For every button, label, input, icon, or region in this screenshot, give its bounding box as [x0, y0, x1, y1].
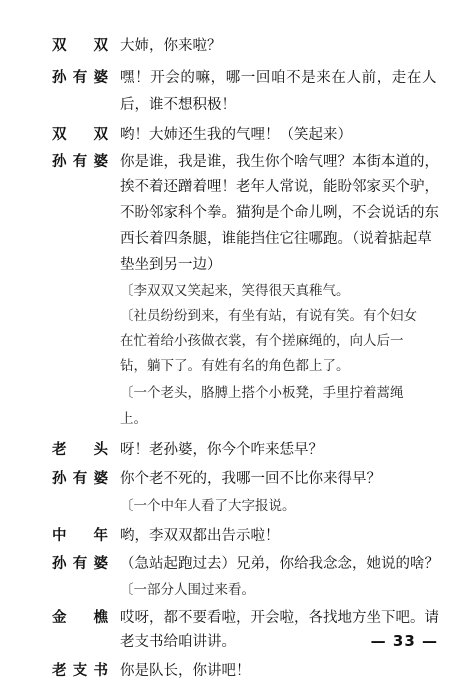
dialogue-line-13 — [0, 554, 473, 574]
dialogue-line-10 — [0, 440, 473, 460]
dialogue-text: 不盼邻家科个拳。猫狗是个命儿咧，不会说话的东 — [120, 205, 439, 221]
dialogue-text: 挨不着还蹭着哩！老年人常说，能盼邻家买个驴， — [120, 179, 439, 195]
stage-direction-1 — [0, 281, 473, 301]
dialogue-line-12 — [0, 526, 473, 546]
dialogue-text: 哎呀，都不要看啦，开会啦，各找地方坐下吧。请 — [120, 610, 439, 626]
speaker-label: 中 年 — [52, 527, 108, 544]
page-number: — 33 — — [370, 632, 438, 650]
stage-direction-text: 上。 — [120, 411, 147, 427]
speaker-label: 双 双 — [52, 37, 108, 54]
dialogue-text: 呀！老孙婆，你今个咋来恁早？ — [120, 442, 323, 458]
dialogue-line-3 — [0, 95, 473, 115]
dialogue-line-9 — [0, 255, 473, 275]
dialogue-text: 后，谁不想积极！ — [120, 97, 236, 113]
dialogue-line-7 — [0, 203, 473, 223]
speaker-label: 金 樵 — [52, 609, 108, 626]
stage-direction-text: 〔社员纷纷到来，有坐有站，有说有笑。有个妇女 — [120, 308, 417, 324]
dialogue-text: 垫坐到另一边） — [120, 257, 222, 273]
dialogue-line-14 — [0, 608, 473, 628]
dialogue-text: 你是谁，我是谁，我生你个啥气哩？本街本道的， — [120, 154, 439, 170]
dialogue-line-1 — [0, 36, 473, 56]
dialogue-line-4 — [0, 125, 473, 145]
stage-direction-text: 〔一部分人围过来看。 — [120, 582, 255, 598]
stage-direction-text: 〔李双双又笑起来，笑得很天真稚气。 — [120, 283, 350, 299]
dialogue-text: 你个老不死的，我哪一回不比你来得早？ — [120, 471, 381, 487]
speaker-label: 孙有婆 — [52, 153, 108, 170]
dialogue-text: 嘿！开会的嘛，哪一回咱不是来在人前，走在人 — [120, 70, 438, 86]
stage-direction-text: 在忙着给小孩做衣裳，有个搓麻绳的，向人后一 — [120, 333, 404, 349]
speaker-label: 孙有婆 — [52, 555, 108, 572]
dialogue-text: 大姉，你来啦？ — [120, 38, 222, 54]
dialogue-text: 哟！大姉还生我的气哩！（笑起来） — [120, 127, 352, 143]
stage-direction-5 — [0, 383, 473, 403]
speaker-label: 孙有婆 — [52, 470, 108, 487]
speaker-label: 双 双 — [52, 126, 108, 143]
dialogue-text: 老支书给咱讲讲。 — [120, 634, 236, 650]
dialogue-text: 西长着四条腿，谁能挡住它往哪跑。（说着掂起草 — [120, 231, 432, 247]
dialogue-line-2 — [0, 68, 473, 88]
speaker-label: 孙有婆 — [52, 69, 108, 86]
stage-direction-2 — [0, 306, 473, 326]
stage-direction-text: 〔一个老头，胳膊上搭个小板凳，手里拧着蒿绳 — [120, 385, 404, 401]
dialogue-line-6 — [0, 177, 473, 197]
dialogue-line-16 — [0, 661, 473, 681]
stage-direction-4 — [0, 356, 473, 376]
stage-direction-7 — [0, 496, 473, 516]
stage-direction-3 — [0, 331, 473, 351]
dialogue-text: （急站起跑过去）兄弟，你给我念念，她说的啥？ — [120, 556, 439, 572]
dialogue-line-8 — [0, 229, 473, 249]
speaker-label: 老 头 — [52, 441, 108, 458]
dialogue-line-5 — [0, 152, 473, 172]
stage-direction-6 — [0, 409, 473, 429]
stage-direction-text: 钻，躺下了。有姓有名的角色都上了。 — [120, 358, 350, 374]
speaker-label: 老支书 — [52, 662, 108, 679]
stage-direction-text: 〔一个中年人看了大字报说。 — [120, 498, 296, 514]
stage-direction-8 — [0, 580, 473, 600]
dialogue-line-11 — [0, 469, 473, 489]
dialogue-text: 哟，李双双都出告示啦！ — [120, 528, 280, 544]
dialogue-text: 你是队长，你讲吧！ — [120, 663, 251, 679]
